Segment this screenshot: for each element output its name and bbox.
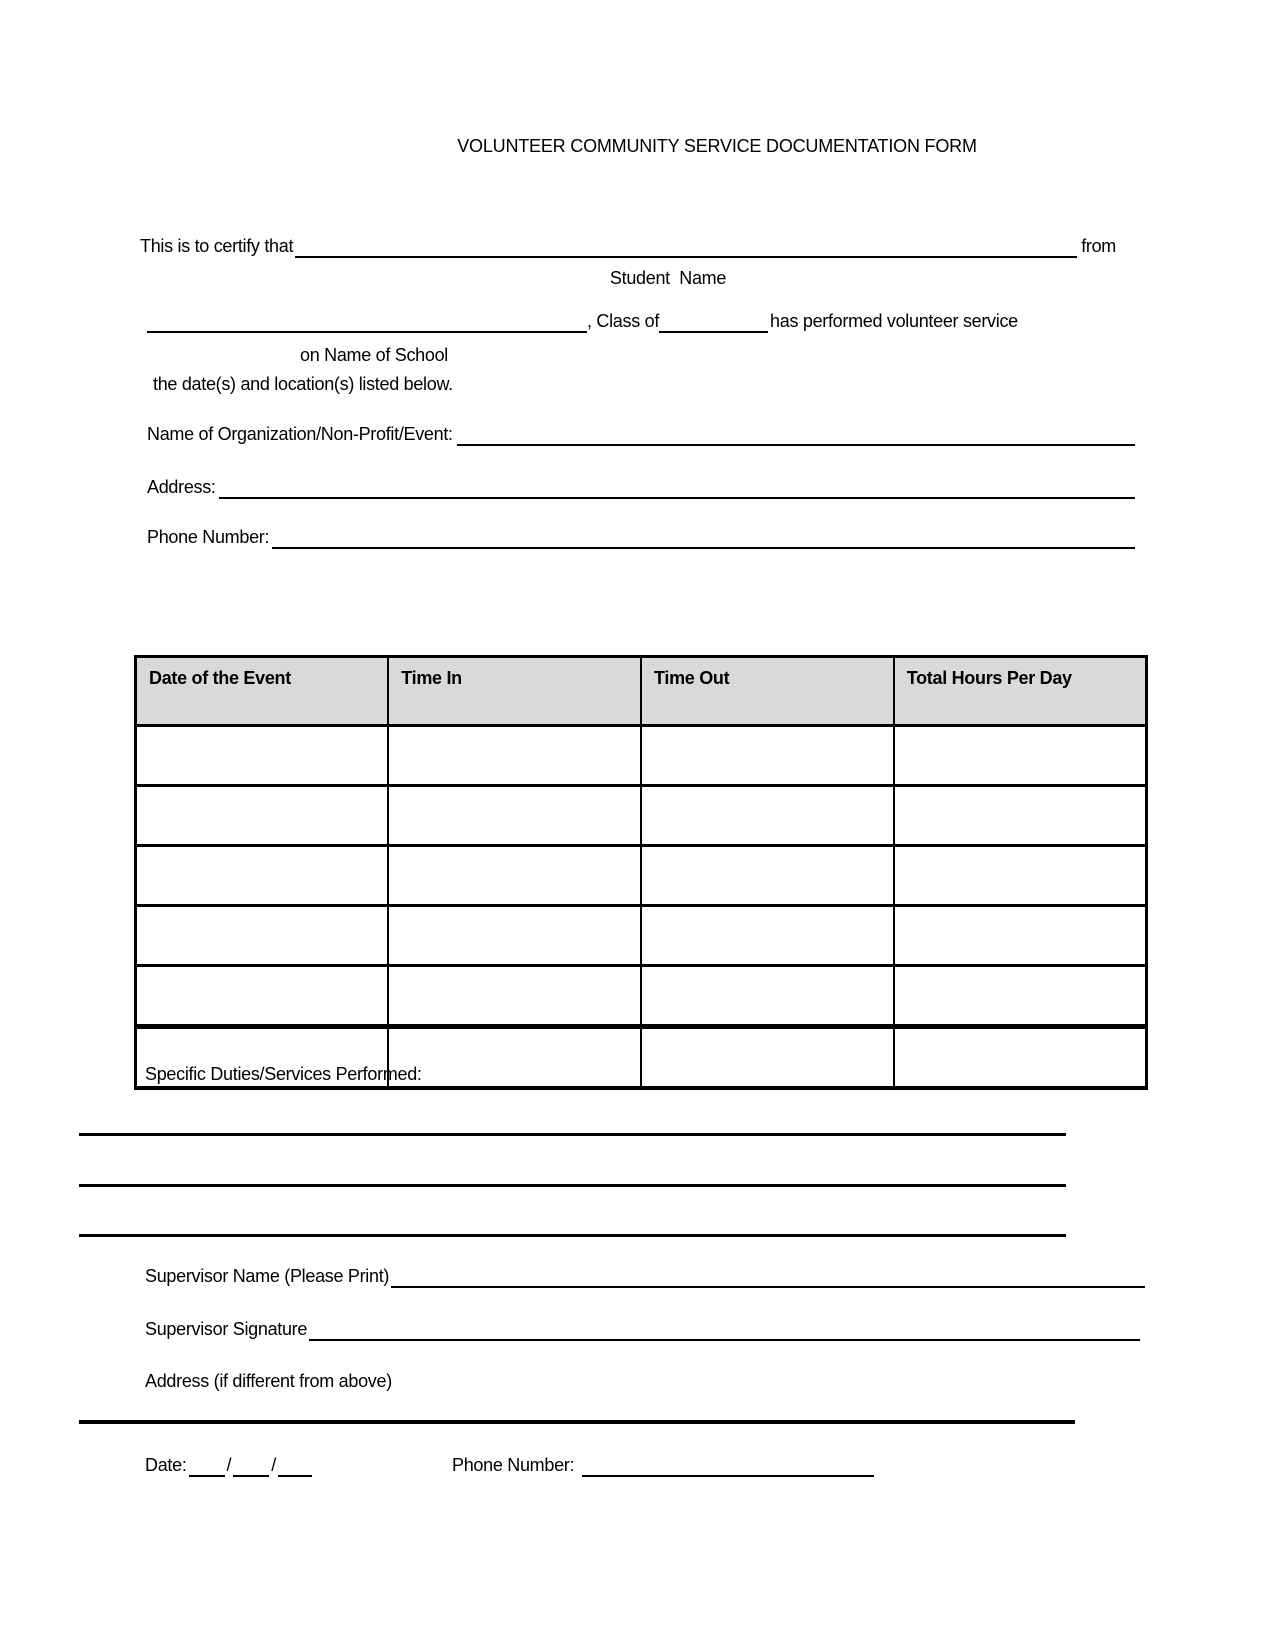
supervisor-address-line[interactable] xyxy=(79,1420,1075,1424)
table-cell[interactable] xyxy=(641,786,894,846)
school-name-caption: on Name of School xyxy=(300,345,448,365)
date-day-blank[interactable] xyxy=(233,1451,269,1477)
certify-trail-label: from xyxy=(1081,236,1116,256)
date-month-blank[interactable] xyxy=(189,1451,225,1477)
table-cell[interactable] xyxy=(641,966,894,1027)
table-cell[interactable] xyxy=(894,906,1147,966)
footer-phone-label: Phone Number: xyxy=(452,1455,575,1475)
date-slash: / xyxy=(226,1455,232,1475)
table-cell[interactable] xyxy=(136,846,389,906)
supervisor-name-label: Supervisor Name (Please Print) xyxy=(145,1266,390,1286)
table-row xyxy=(136,966,1147,1027)
table-cell[interactable] xyxy=(894,966,1147,1027)
phone-label: Phone Number: xyxy=(147,527,270,547)
table-row xyxy=(136,726,1147,786)
date-label: Date: xyxy=(145,1455,187,1475)
footer-phone-group xyxy=(452,1451,874,1477)
certify-lead-label: This is to certify that xyxy=(140,236,294,256)
date-slash: / xyxy=(271,1455,276,1475)
table-cell[interactable] xyxy=(641,726,894,786)
phone-row xyxy=(147,523,1135,549)
dates-locations-line: the date(s) and location(s) listed below. xyxy=(153,374,453,394)
duties-writing-line[interactable] xyxy=(79,1133,1066,1136)
table-cell[interactable] xyxy=(136,966,389,1027)
table-cell[interactable] xyxy=(641,1027,894,1089)
duties-label: Specific Duties/Services Performed: xyxy=(145,1064,422,1084)
class-row xyxy=(147,307,1116,333)
hours-table xyxy=(134,655,1148,1090)
organization-blank[interactable] xyxy=(457,420,1135,446)
supervisor-name-blank[interactable] xyxy=(391,1262,1145,1288)
table-cell[interactable] xyxy=(641,846,894,906)
col-header-time-in: Time In xyxy=(388,657,641,726)
table-cell[interactable] xyxy=(136,786,389,846)
table-cell[interactable] xyxy=(894,1027,1147,1089)
class-year-blank[interactable] xyxy=(659,307,768,333)
table-cell[interactable] xyxy=(136,906,389,966)
col-header-total-hours: Total Hours Per Day xyxy=(894,657,1147,726)
col-header-time-out: Time Out xyxy=(641,657,894,726)
address-label: Address: xyxy=(147,477,216,497)
organization-label: Name of Organization/Non-Profit/Event: xyxy=(147,424,453,444)
table-cell[interactable] xyxy=(388,1027,641,1089)
table-row xyxy=(136,846,1147,906)
table-cell[interactable] xyxy=(894,786,1147,846)
supervisor-signature-label: Supervisor Signature xyxy=(145,1319,308,1339)
certify-row xyxy=(140,232,1116,258)
footer-phone-blank[interactable] xyxy=(582,1451,874,1477)
supervisor-name-row xyxy=(145,1262,1145,1288)
footer-date-group xyxy=(145,1451,312,1477)
supervisor-signature-row xyxy=(145,1315,1140,1341)
address-blank[interactable] xyxy=(219,473,1135,499)
table-cell[interactable] xyxy=(388,786,641,846)
duties-writing-line[interactable] xyxy=(79,1184,1066,1187)
duties-writing-line[interactable] xyxy=(79,1234,1066,1237)
performed-label: has performed volunteer service xyxy=(770,311,1018,331)
table-row xyxy=(136,906,1147,966)
table-cell[interactable] xyxy=(388,906,641,966)
table-cell[interactable] xyxy=(388,966,641,1027)
form-title: VOLUNTEER COMMUNITY SERVICE DOCUMENTATION FORM xyxy=(457,136,977,156)
table-cell[interactable] xyxy=(388,846,641,906)
supervisor-signature-blank[interactable] xyxy=(309,1315,1140,1341)
school-name-blank[interactable] xyxy=(147,307,587,333)
supervisor-address-label: Address (if different from above) xyxy=(145,1371,392,1391)
table-cell[interactable] xyxy=(894,726,1147,786)
student-name-blank[interactable] xyxy=(295,232,1077,258)
table-cell[interactable] xyxy=(894,846,1147,906)
table-cell[interactable] xyxy=(641,906,894,966)
table-row xyxy=(136,786,1147,846)
table-cell[interactable] xyxy=(388,726,641,786)
address-row xyxy=(147,473,1135,499)
organization-row xyxy=(147,420,1135,446)
class-of-label: , Class of xyxy=(587,311,660,331)
table-cell[interactable] xyxy=(136,726,389,786)
student-name-caption: Student Name xyxy=(609,268,727,288)
date-year-blank[interactable] xyxy=(278,1451,312,1477)
col-header-date: Date of the Event xyxy=(136,657,389,726)
phone-blank[interactable] xyxy=(272,523,1135,549)
table-header-row xyxy=(136,657,1147,726)
